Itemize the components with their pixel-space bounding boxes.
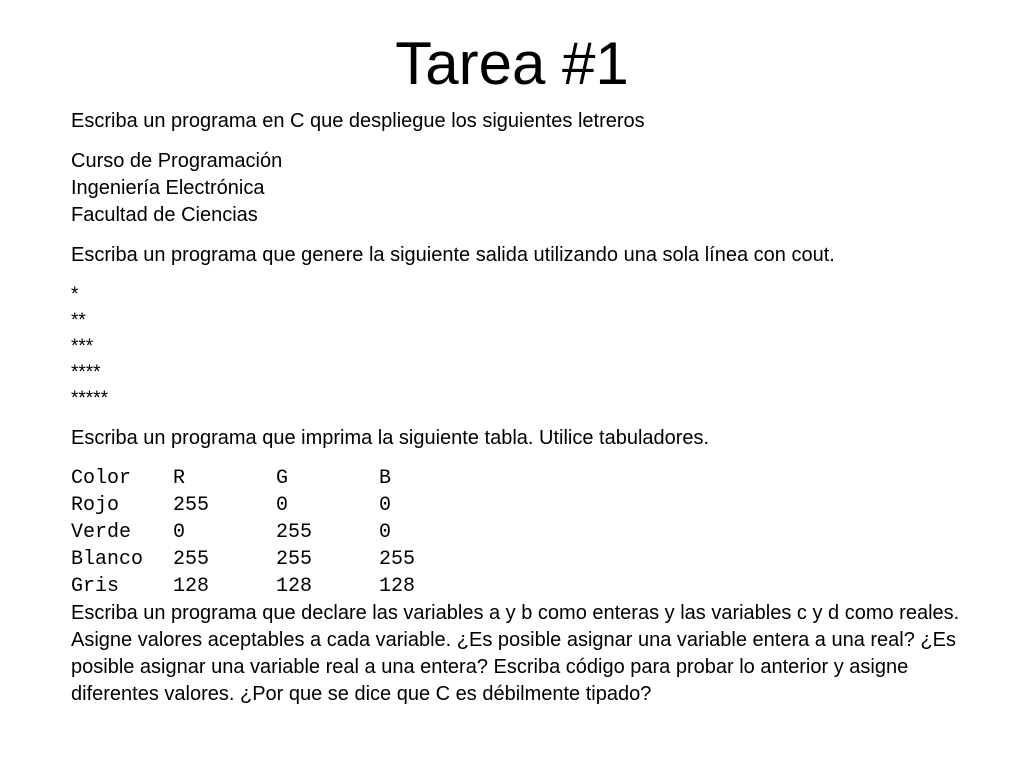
table-cell: Gris (71, 575, 120, 598)
table-cell: Rojo (71, 494, 120, 517)
table-cell: 0 (276, 494, 289, 517)
table-header: B (379, 467, 392, 490)
exercise-1-line: Ingeniería Electrónica (71, 177, 265, 199)
star-line: ** (71, 310, 86, 331)
star-line: * (71, 284, 79, 305)
table-cell: 128 (276, 575, 313, 598)
table-header-row (71, 465, 439, 492)
page-title: Tarea #1 (395, 30, 629, 97)
table-cell: 255 (173, 548, 210, 571)
table-cell: 255 (173, 494, 210, 517)
star-line: *** (71, 336, 94, 357)
star-line: **** (71, 362, 101, 383)
slide-content (71, 108, 971, 708)
table-cell: 0 (173, 521, 186, 544)
table-cell: Verde (71, 521, 132, 544)
exercise-2-prompt: Escriba un programa que genere la siguiente salida utilizando una sola línea con cout. (71, 244, 835, 266)
table-header: Color (71, 467, 132, 490)
table-cell: Blanco (71, 548, 144, 571)
exercise-4-prompt: Escriba un programa que declare las variables a y b como enteras y las variables c y d como reales. Asigne valores aceptables a cada variable. ¿Es posible asignar una variable entera a una real? ¿Es posible asignar una variable real a una entera? Escriba código para probar lo anterior y asigne diferentes valores. ¿Por que se dice que C es débilmente tipado? (71, 602, 960, 705)
table-cell: 128 (173, 575, 210, 598)
exercise-1-lines (71, 148, 971, 229)
table-row (71, 492, 439, 519)
table-row (71, 573, 439, 600)
table-row (71, 546, 439, 573)
color-table (71, 465, 439, 600)
exercise-1-line: Facultad de Ciencias (71, 204, 258, 226)
table-cell: 255 (379, 548, 416, 571)
table-cell: 255 (276, 548, 313, 571)
exercise-1-prompt: Escriba un programa en C que despliegue los siguientes letreros (71, 110, 645, 132)
table-cell: 255 (276, 521, 313, 544)
table-header: G (276, 467, 289, 490)
exercise-3-prompt: Escriba un programa que imprima la siguiente tabla. Utilice tabuladores. (71, 427, 710, 449)
table-cell: 0 (379, 494, 392, 517)
table-row (71, 519, 439, 546)
star-line: ***** (71, 388, 108, 409)
table-cell: 0 (379, 521, 392, 544)
exercise-1-line: Curso de Programación (71, 150, 283, 172)
exercise-2-output (71, 281, 971, 411)
table-cell: 128 (379, 575, 416, 598)
table-header: R (173, 467, 186, 490)
